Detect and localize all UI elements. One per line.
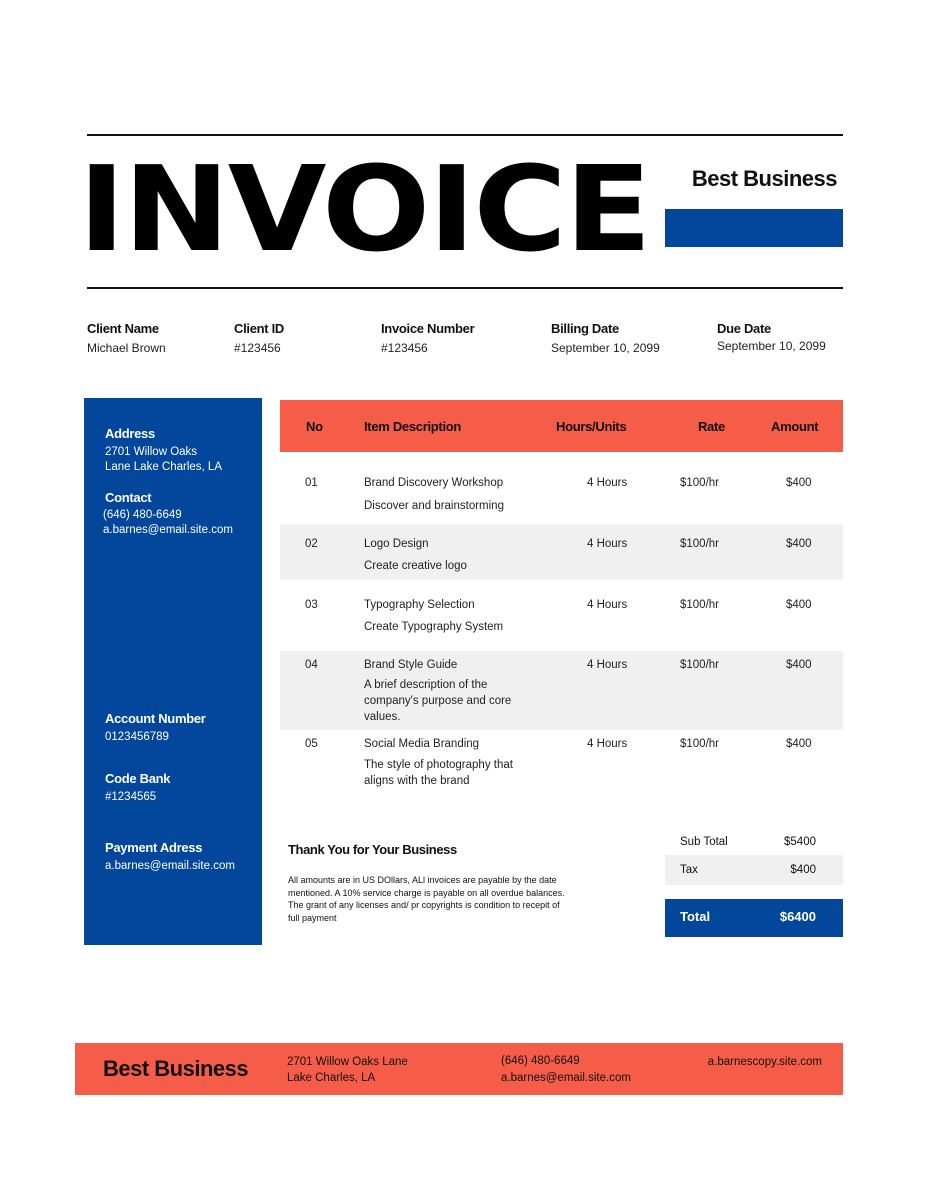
footer-brand: Best Business bbox=[103, 1056, 249, 1081]
tax-value: $400 bbox=[790, 864, 816, 876]
subtotal-row bbox=[665, 827, 843, 857]
total-value: $6400 bbox=[779, 909, 816, 924]
total-row bbox=[665, 899, 843, 937]
address-line1: 2701 Willow Oaks bbox=[105, 446, 198, 458]
tax-label: Tax bbox=[680, 864, 698, 876]
row-no: 03 bbox=[305, 599, 318, 611]
table-row bbox=[280, 460, 843, 522]
meta-invoice-number bbox=[381, 321, 474, 355]
tax-row bbox=[665, 855, 843, 885]
meta-billing-date bbox=[551, 321, 660, 355]
account-number-label: Account Number bbox=[105, 711, 206, 726]
meta-client-name bbox=[87, 321, 166, 355]
table-row bbox=[280, 730, 843, 800]
row-amount: $400 bbox=[786, 599, 812, 611]
row-desc: A brief description of the company's purpose and core values. bbox=[364, 679, 512, 723]
row-no: 02 bbox=[305, 538, 318, 550]
meta-label: Due Date bbox=[717, 321, 771, 336]
row-rate: $100/hr bbox=[680, 738, 720, 750]
row-hours: 4 Hours bbox=[587, 599, 628, 611]
header-no: No bbox=[306, 419, 323, 434]
row-amount: $400 bbox=[786, 738, 812, 750]
meta-value: Michael Brown bbox=[87, 341, 166, 355]
row-desc: Create creative logo bbox=[364, 560, 467, 572]
meta-value: #123456 bbox=[381, 341, 428, 355]
payment-terms: All amounts are in US DOllars, ALl invoices are payable by the date mentioned. A 10% service charge is payable on all overdue balances. The grant of any licenses and/ pr copyrights is condition to recepit of full payment bbox=[288, 875, 565, 923]
row-item: Brand Style Guide bbox=[364, 659, 458, 671]
thank-you-heading: Thank You for Your Business bbox=[288, 842, 457, 857]
meta-label: Client Name bbox=[87, 321, 159, 336]
meta-label: Invoice Number bbox=[381, 321, 475, 336]
row-desc: The style of photography that aligns with the brand bbox=[364, 759, 513, 787]
row-item: Social Media Branding bbox=[364, 738, 480, 750]
row-hours: 4 Hours bbox=[587, 659, 628, 671]
footer-address-line2: Lake Charles, LA bbox=[287, 1072, 376, 1084]
row-no: 04 bbox=[305, 659, 318, 671]
row-hours: 4 Hours bbox=[587, 738, 628, 750]
footer bbox=[75, 1043, 843, 1095]
header-hours: Hours/Units bbox=[556, 419, 627, 434]
subtotal-label: Sub Total bbox=[680, 836, 728, 848]
code-bank-value: #1234565 bbox=[105, 791, 157, 803]
payment-address-value: a.barnes@email.site.com bbox=[105, 860, 235, 872]
footer-email[interactable]: a.barnes@email.site.com bbox=[501, 1072, 631, 1084]
bottom-rule bbox=[87, 287, 843, 289]
address-label: Address bbox=[105, 426, 155, 441]
row-rate: $100/hr bbox=[680, 538, 720, 550]
footer-phone: (646) 480-6649 bbox=[501, 1055, 580, 1067]
meta-value: #123456 bbox=[234, 341, 281, 355]
contact-label: Contact bbox=[105, 490, 152, 505]
invoice-title: INVOICE bbox=[78, 140, 650, 278]
contact-email: a.barnes@email.site.com bbox=[103, 524, 233, 536]
table-header bbox=[280, 400, 843, 452]
table-row bbox=[280, 524, 843, 580]
row-amount: $400 bbox=[786, 477, 812, 489]
row-rate: $100/hr bbox=[680, 477, 720, 489]
header-amount: Amount bbox=[771, 419, 819, 434]
meta-value: September 10, 2099 bbox=[551, 341, 660, 355]
brand-color-bar bbox=[665, 209, 843, 247]
subtotal-value: $5400 bbox=[784, 836, 816, 848]
footer-address-line1: 2701 Willow Oaks Lane bbox=[287, 1056, 408, 1068]
row-amount: $400 bbox=[786, 538, 812, 550]
row-desc: Discover and brainstorming bbox=[364, 500, 504, 512]
sidebar bbox=[84, 398, 262, 945]
header-rate: Rate bbox=[698, 419, 725, 434]
meta-value: September 10, 2099 bbox=[717, 339, 826, 353]
code-bank-label: Code Bank bbox=[105, 771, 171, 786]
meta-label: Client ID bbox=[234, 321, 285, 336]
payment-address-label: Payment Adress bbox=[105, 840, 203, 855]
row-no: 01 bbox=[305, 477, 318, 489]
contact-phone: (646) 480-6649 bbox=[103, 509, 182, 521]
top-rule bbox=[87, 134, 843, 136]
row-item: Brand Discovery Workshop bbox=[364, 477, 504, 489]
row-rate: $100/hr bbox=[680, 599, 720, 611]
meta-label: Billing Date bbox=[551, 321, 619, 336]
brand-name: Best Business bbox=[691, 166, 837, 191]
row-desc: Create Typography System bbox=[364, 621, 504, 633]
total-label: Total bbox=[680, 909, 711, 924]
account-number-value: 0123456789 bbox=[105, 731, 169, 743]
row-amount: $400 bbox=[786, 659, 812, 671]
row-item: Logo Design bbox=[364, 538, 429, 550]
row-hours: 4 Hours bbox=[587, 538, 628, 550]
header-description: Item Description bbox=[364, 419, 462, 434]
row-no: 05 bbox=[305, 738, 318, 750]
row-item: Typography Selection bbox=[364, 599, 475, 611]
meta-due-date bbox=[717, 321, 826, 353]
row-hours: 4 Hours bbox=[587, 477, 628, 489]
table-row bbox=[280, 651, 843, 730]
footer-website[interactable]: a.barnescopy.site.com bbox=[707, 1056, 822, 1068]
row-rate: $100/hr bbox=[680, 659, 720, 671]
address-line2: Lane Lake Charles, LA bbox=[105, 461, 222, 473]
table-row bbox=[280, 580, 843, 650]
meta-client-id bbox=[234, 321, 284, 355]
